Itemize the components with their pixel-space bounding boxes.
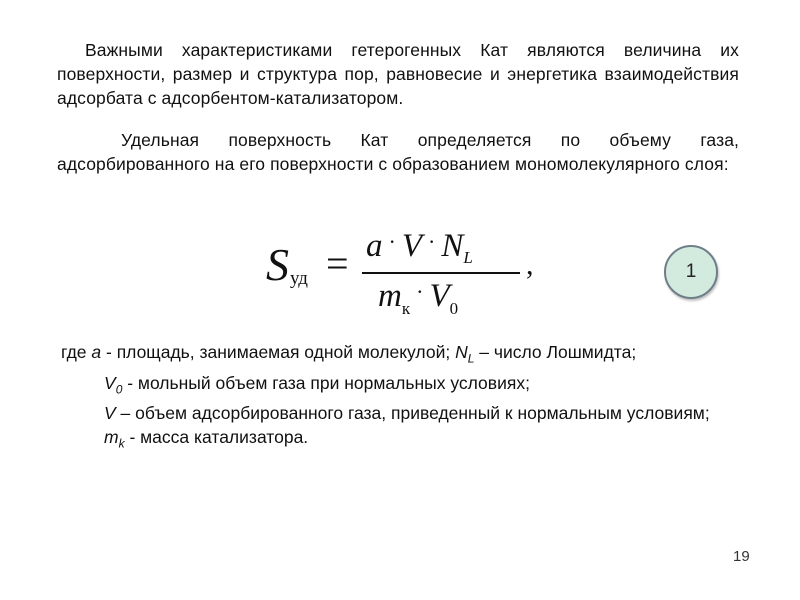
- paragraph-intro: Важными характеристиками гетерогенных Кат являются величина их поверхности, размер и структура пор, равновесие и энергетика взаимодействия адсорбата с адсорбентом-катализатором.: [57, 40, 739, 108]
- fraction-bar: [362, 272, 520, 274]
- formula-denominator: $m_к^\cdot$ $V_0$: [378, 278, 459, 318]
- page-number: 19: [733, 548, 750, 565]
- paragraph-specific-surface: Удельная поверхность Кат определяется по объему газа, адсорбированного на его поверхности с образованием мономолекулярного слоя:: [57, 130, 739, 174]
- def-v: V – объем адсорбированного газа, приведенный к нормальным условиям;: [104, 403, 710, 423]
- def-v0: $V_0$ - мольный объем газа при нормальных условиях;: [104, 372, 530, 396]
- formula-equals: =: [326, 241, 349, 286]
- definitions-block: [61, 340, 751, 456]
- formula-numerator: a · V · $N_L$: [366, 228, 473, 267]
- formula-lhs-subscript: уд: [290, 268, 308, 289]
- def-mk: $m_k$ - масса катализатора.: [104, 427, 309, 451]
- nl-symbol: $N_L$: [455, 342, 475, 366]
- formula-comma: ,: [526, 248, 534, 281]
- formula-lhs: S: [266, 239, 289, 290]
- def-a-and-nl: где a - площадь, занимаемая одной молекулой; $N_L$ – число Лошмидта;: [61, 342, 637, 366]
- formula-number-badge: 1: [664, 245, 718, 299]
- specific-surface-formula: [262, 222, 552, 322]
